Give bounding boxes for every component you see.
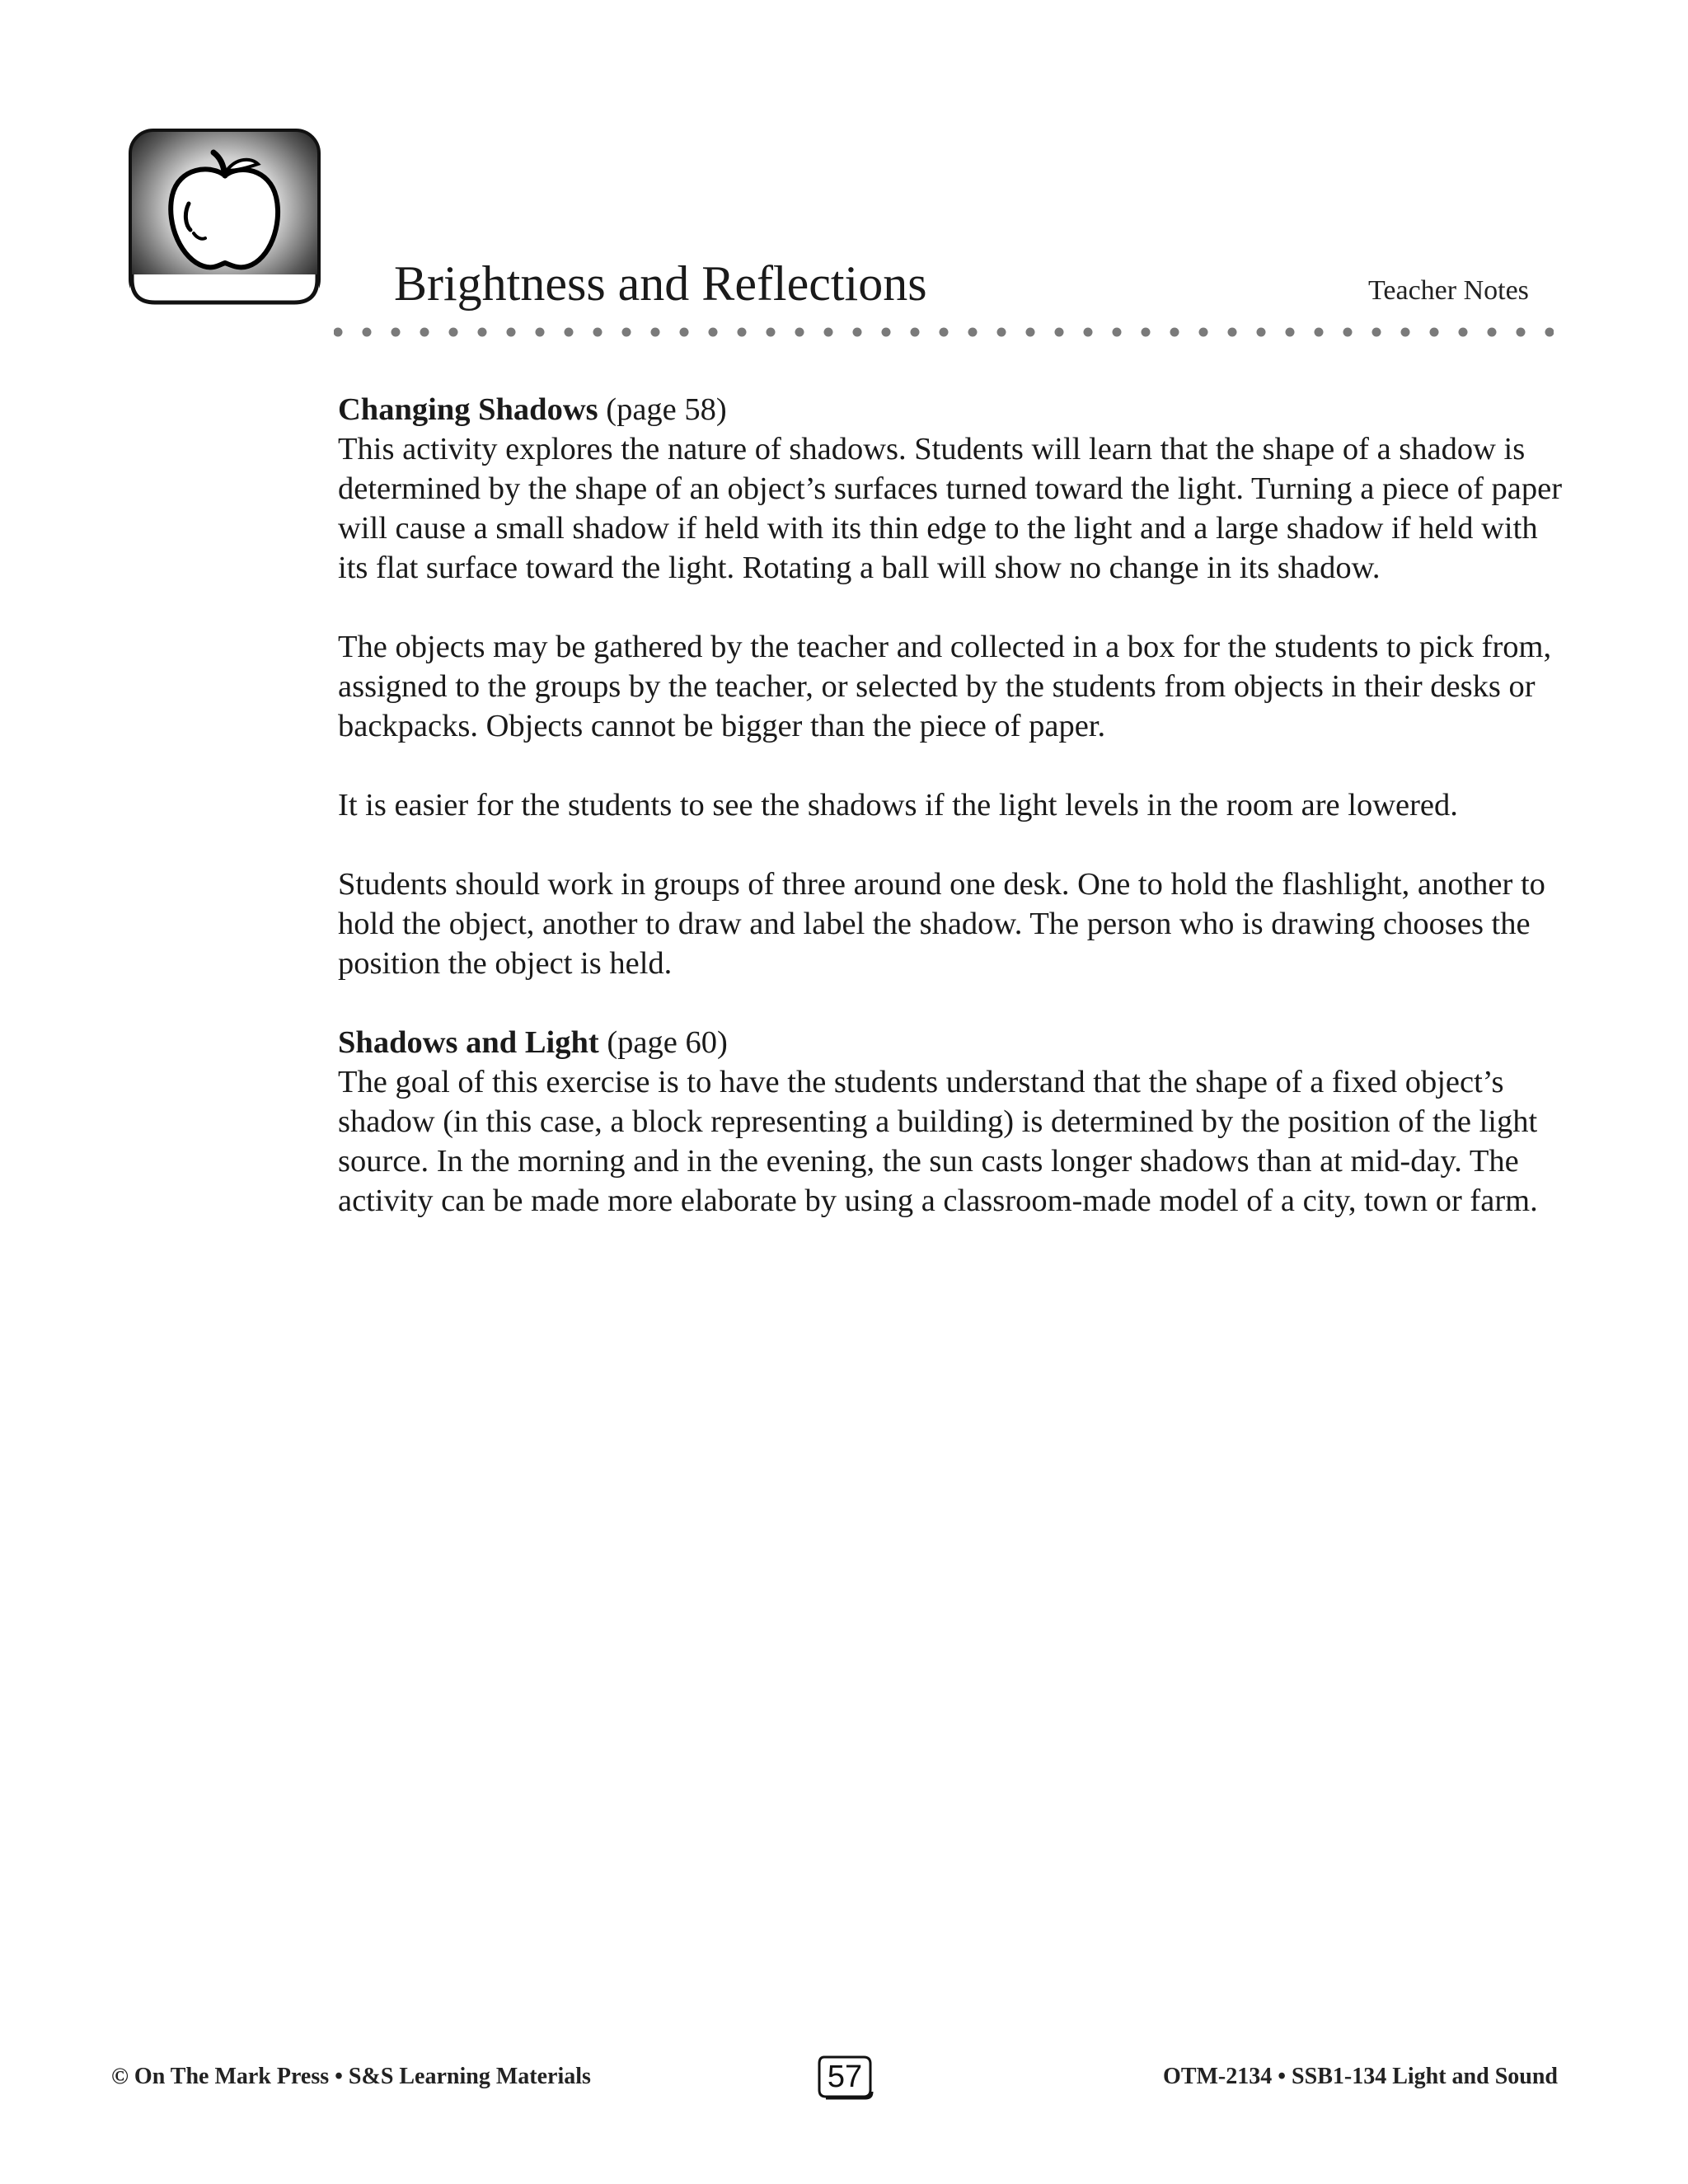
- divider-dot: [1055, 328, 1064, 337]
- divider-dot: [1084, 328, 1093, 337]
- footer-publisher: © On The Mark Press • S&S Learning Materials: [111, 2064, 591, 2089]
- page-title: Brightness and Reflections: [394, 256, 927, 311]
- divider-dot: [1343, 328, 1353, 337]
- divider-dot: [565, 328, 574, 337]
- divider-dot: [1170, 328, 1179, 337]
- apple-icon: [128, 128, 321, 305]
- divider-dot: [1199, 328, 1208, 337]
- paragraph: Students should work in groups of three around one desk. One to hold the flashlight, another to hold the object, another to draw and label the shadow. The person who is drawing chooses the position the object is held.: [338, 867, 1545, 981]
- divider-dot: [1315, 328, 1324, 337]
- divider-dot: [1142, 328, 1151, 337]
- divider-dot: [1517, 328, 1526, 337]
- divider-dot: [478, 328, 487, 337]
- divider-dot: [824, 328, 833, 337]
- paragraph: The objects may be gathered by the teacher and collected in a box for the students to pick from, assigned to the groups by the teacher, or selected by the students from objects in their desks or backpacks. Objects cannot be bigger than the piece of paper.: [338, 630, 1552, 743]
- divider-dot: [940, 328, 949, 337]
- divider-dot: [1228, 328, 1237, 337]
- dotted-divider: [334, 325, 1554, 340]
- section-title: Shadows and Light: [338, 1025, 599, 1060]
- divider-dot: [882, 328, 891, 337]
- divider-dot: [968, 328, 978, 337]
- divider-dot: [997, 328, 1006, 337]
- divider-dot: [709, 328, 718, 337]
- divider-dot: [622, 328, 631, 337]
- divider-dot: [1430, 328, 1439, 337]
- divider-dot: [449, 328, 458, 337]
- divider-dot: [593, 328, 603, 337]
- page-number: 57: [827, 2060, 863, 2094]
- teacher-notes-body: [338, 390, 1566, 1260]
- divider-dot: [334, 328, 343, 337]
- divider-dot: [651, 328, 660, 337]
- divider-dot: [392, 328, 401, 337]
- footer-product-code: OTM-2134 • SSB1-134 Light and Sound: [1163, 2064, 1558, 2089]
- divider-dot: [536, 328, 545, 337]
- divider-dot: [1488, 328, 1497, 337]
- paragraph: This activity explores the nature of shadows. Students will learn that the shape of a shadow is determined by the shape of an object’s surfaces turned toward the light. Turning a piece of paper will cause a small shadow if held with its thin edge to the light and a large shadow if held with its flat surface toward the light. Rotating a ball will show no change in its shadow.: [338, 432, 1563, 585]
- divider-dot: [767, 328, 776, 337]
- section-title: Changing Shadows: [338, 392, 598, 427]
- divider-dot: [363, 328, 372, 337]
- divider-dot: [738, 328, 747, 337]
- divider-dot: [420, 328, 429, 337]
- divider-dot: [795, 328, 804, 337]
- divider-dot: [911, 328, 920, 337]
- divider-dot: [680, 328, 689, 337]
- page-reference: (page 60): [598, 1025, 728, 1060]
- divider-dot: [1372, 328, 1381, 337]
- section-heading: [338, 1023, 1566, 1062]
- page-reference: (page 58): [598, 392, 727, 427]
- divider-dot: [1401, 328, 1410, 337]
- divider-dot: [1545, 328, 1554, 337]
- divider-dot: [1257, 328, 1266, 337]
- divider-dot: [1286, 328, 1295, 337]
- paragraph: It is easier for the students to see the shadows if the light levels in the room are lowered.: [338, 788, 1458, 823]
- paragraph: The goal of this exercise is to have the students understand that the shape of a fixed object’s shadow (in this case, a block representing a building) is determined by the position of the light source. In the morning and in the evening, the sun casts longer shadows than at mid-day. The activity can be made more elaborate by using a classroom-made model of a city, town or farm.: [338, 1065, 1538, 1218]
- divider-dot: [853, 328, 862, 337]
- divider-dot: [1113, 328, 1122, 337]
- divider-dot: [1026, 328, 1035, 337]
- section-heading: [338, 390, 1566, 429]
- divider-dot: [1459, 328, 1468, 337]
- divider-dot: [507, 328, 516, 337]
- section-label: Teacher Notes: [1368, 275, 1529, 306]
